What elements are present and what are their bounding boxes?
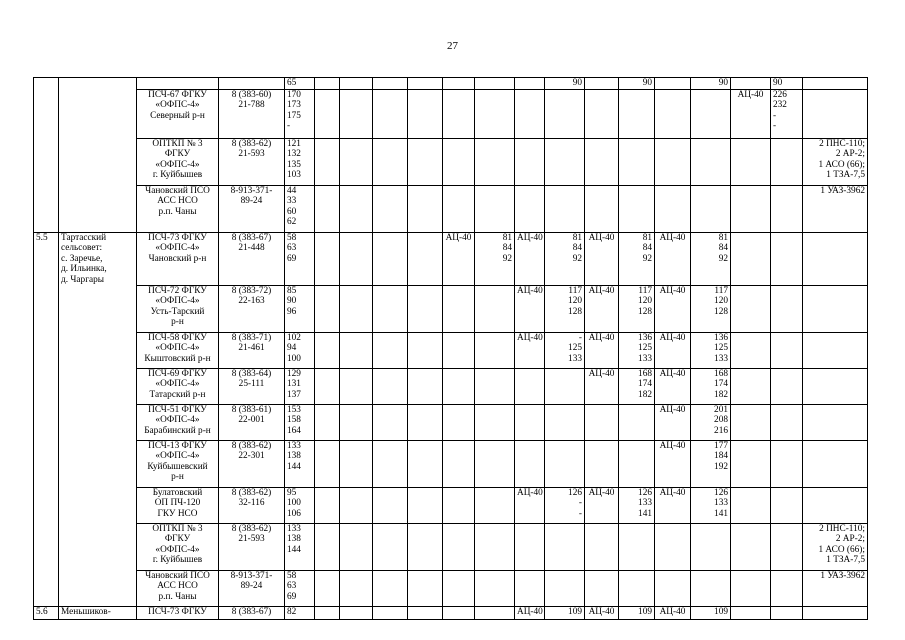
cell-tanker [515, 185, 545, 232]
cell-time-value: 126 - - [545, 487, 585, 523]
cell-tanker [443, 523, 475, 570]
cell-extra-equipment [803, 404, 868, 440]
cell-time-value [619, 404, 655, 440]
cell-number [34, 332, 59, 368]
cell-number [34, 78, 59, 90]
cell-phone: 8 (383-61) 22-001 [219, 404, 285, 440]
cell-time-value: 136 125 133 [691, 332, 731, 368]
table-row [34, 404, 868, 440]
cell-unit: ПСЧ-58 ФГКУ «ОФПС-4» Кыштовский р-н [137, 332, 219, 368]
cell-phone: 8 (383-62) 21-593 [219, 138, 285, 185]
cell-extra-equipment [803, 78, 868, 90]
cell-tanker [731, 487, 771, 523]
cell-locality [59, 285, 137, 332]
cell-tanker: АЦ-40 [655, 232, 691, 285]
cell-time-value [771, 185, 803, 232]
cell-extra-equipment [803, 487, 868, 523]
cell-tanker [443, 368, 475, 404]
cell-locality [59, 570, 137, 606]
cell-tanker: АЦ-40 [655, 368, 691, 404]
cell-empty [340, 570, 373, 606]
cell-time-value [771, 570, 803, 606]
cell-time-value [475, 487, 515, 523]
cell-tanker: АЦ-40 [655, 404, 691, 440]
table-row [34, 89, 868, 138]
cell-time-value [771, 285, 803, 332]
cell-phone: 8 (383-71) 21-461 [219, 332, 285, 368]
cell-number [34, 89, 59, 138]
cell-tanker [731, 78, 771, 90]
cell-empty [373, 89, 408, 138]
cell-time-value [691, 185, 731, 232]
cell-locality [59, 138, 137, 185]
cell-tanker [515, 404, 545, 440]
cell-tanker [731, 138, 771, 185]
cell-unit: ПСЧ-69 ФГКУ «ОФПС-4» Татарский р-н [137, 368, 219, 404]
cell-time-value [475, 404, 515, 440]
cell-empty [373, 523, 408, 570]
cell-time-value: 81 84 92 [475, 232, 515, 285]
cell-phone: 8 (383-60) 21-788 [219, 89, 285, 138]
cell-time-value [545, 138, 585, 185]
cell-time-value: 90 [545, 78, 585, 90]
cell-locality [59, 440, 137, 487]
cell-time-value [475, 332, 515, 368]
cell-tanker: АЦ-40 [515, 332, 545, 368]
cell-empty [315, 232, 340, 285]
cell-empty [408, 332, 443, 368]
cell-time-value [619, 523, 655, 570]
cell-time-value [619, 440, 655, 487]
cell-unit: ОПТКП № 3 ФГКУ «ОФПС-4» г. Куйбышев [137, 523, 219, 570]
cell-empty [340, 332, 373, 368]
cell-time-value [619, 570, 655, 606]
cell-tanker [585, 185, 619, 232]
cell-tanker: АЦ-40 [585, 232, 619, 285]
cell-empty [340, 185, 373, 232]
cell-empty [315, 332, 340, 368]
cell-tanker: АЦ-40 [585, 487, 619, 523]
cell-time-value [771, 138, 803, 185]
cell-tanker [655, 570, 691, 606]
cell-time-value [545, 89, 585, 138]
cell-empty [315, 404, 340, 440]
cell-time-value: 109 [691, 606, 731, 620]
cell-time-value [475, 138, 515, 185]
cell-tanker: АЦ-40 [585, 332, 619, 368]
cell-tanker [585, 523, 619, 570]
cell-number [34, 440, 59, 487]
cell-empty [340, 232, 373, 285]
cell-empty [408, 285, 443, 332]
cell-locality [59, 78, 137, 90]
cell-empty [408, 440, 443, 487]
cell-number [34, 570, 59, 606]
cell-tanker: АЦ-40 [731, 89, 771, 138]
cell-number [34, 368, 59, 404]
cell-time-value [619, 89, 655, 138]
cell-time-value: 177 184 192 [691, 440, 731, 487]
cell-time: 133 138 144 [285, 440, 315, 487]
cell-phone: 8-913-371- 89-24 [219, 185, 285, 232]
cell-time-value [771, 404, 803, 440]
cell-unit: ПСЧ-13 ФГКУ «ОФПС-4» Куйбышевский р-н [137, 440, 219, 487]
cell-unit: ПСЧ-73 ФГКУ «ОФПС-4» Чановский р-н [137, 232, 219, 285]
cell-empty [408, 138, 443, 185]
cell-time-value [475, 285, 515, 332]
table-row [34, 232, 868, 285]
cell-empty [315, 606, 340, 620]
cell-unit: ПСЧ-67 ФГКУ «ОФПС-4» Северный р-н [137, 89, 219, 138]
cell-locality: Меньшиков- [59, 606, 137, 620]
cell-tanker: АЦ-40 [585, 368, 619, 404]
cell-tanker [585, 138, 619, 185]
cell-time: 153 158 164 [285, 404, 315, 440]
cell-locality [59, 404, 137, 440]
cell-tanker [585, 440, 619, 487]
cell-empty [340, 285, 373, 332]
cell-empty [315, 523, 340, 570]
cell-tanker: АЦ-40 [655, 606, 691, 620]
cell-tanker [585, 404, 619, 440]
cell-extra-equipment: 1 УАЗ-3962 [803, 570, 868, 606]
table-row [34, 185, 868, 232]
cell-empty [408, 523, 443, 570]
cell-number: 5.6 [34, 606, 59, 620]
cell-empty [315, 138, 340, 185]
cell-empty [340, 404, 373, 440]
cell-tanker [585, 78, 619, 90]
cell-number [34, 404, 59, 440]
page-number: 27 [447, 40, 458, 52]
cell-tanker [585, 89, 619, 138]
cell-tanker [585, 570, 619, 606]
cell-empty [408, 487, 443, 523]
cell-empty [315, 368, 340, 404]
cell-tanker: АЦ-40 [655, 285, 691, 332]
cell-tanker [443, 78, 475, 90]
cell-empty [373, 606, 408, 620]
cell-tanker [731, 185, 771, 232]
cell-time-value [475, 523, 515, 570]
cell-phone [219, 78, 285, 90]
cell-tanker: АЦ-40 [585, 606, 619, 620]
table-row [34, 332, 868, 368]
cell-empty [408, 368, 443, 404]
cell-time-value [545, 523, 585, 570]
cell-time-value [545, 368, 585, 404]
cell-tanker [443, 404, 475, 440]
cell-tanker [731, 368, 771, 404]
cell-extra-equipment [803, 368, 868, 404]
cell-empty [340, 89, 373, 138]
cell-time-value: 117 120 128 [545, 285, 585, 332]
cell-locality [59, 487, 137, 523]
cell-phone: 8-913-371- 89-24 [219, 570, 285, 606]
cell-empty [315, 440, 340, 487]
cell-empty [373, 185, 408, 232]
cell-unit: ПСЧ-73 ФГКУ [137, 606, 219, 620]
cell-tanker [443, 89, 475, 138]
cell-time-value [475, 368, 515, 404]
cell-empty [340, 138, 373, 185]
table-row [34, 78, 868, 90]
cell-extra-equipment [803, 606, 868, 620]
cell-time: 58 63 69 [285, 232, 315, 285]
table-row [34, 138, 868, 185]
table-row [34, 487, 868, 523]
cell-tanker: АЦ-40 [515, 606, 545, 620]
cell-time-value: 117 120 128 [619, 285, 655, 332]
cell-phone: 8 (383-62) 22-301 [219, 440, 285, 487]
cell-time-value: 90 [771, 78, 803, 90]
cell-tanker: АЦ-40 [515, 232, 545, 285]
cell-time-value: 136 125 133 [619, 332, 655, 368]
cell-time: 85 90 96 [285, 285, 315, 332]
cell-time-value: 117 120 128 [691, 285, 731, 332]
cell-empty [408, 185, 443, 232]
cell-empty [340, 78, 373, 90]
cell-time-value [771, 606, 803, 620]
cell-time: 44 33 60 62 [285, 185, 315, 232]
cell-empty [340, 523, 373, 570]
cell-time-value: 201 208 216 [691, 404, 731, 440]
cell-unit: Чановский ПСО АСС НСО р.п. Чаны [137, 185, 219, 232]
cell-time: 102 94 100 [285, 332, 315, 368]
cell-time-value [545, 440, 585, 487]
cell-time-value: 126 133 141 [619, 487, 655, 523]
table-row [34, 570, 868, 606]
cell-tanker [515, 89, 545, 138]
cell-tanker [443, 487, 475, 523]
cell-empty [373, 232, 408, 285]
cell-tanker: АЦ-40 [655, 487, 691, 523]
cell-time-value [545, 404, 585, 440]
cell-tanker [731, 523, 771, 570]
cell-empty [315, 89, 340, 138]
cell-extra-equipment [803, 332, 868, 368]
cell-tanker: АЦ-40 [515, 285, 545, 332]
cell-time-value [691, 138, 731, 185]
cell-empty [340, 440, 373, 487]
cell-time-value: 109 [619, 606, 655, 620]
cell-phone: 8 (383-67) 21-448 [219, 232, 285, 285]
cell-phone: 8 (383-72) 22-163 [219, 285, 285, 332]
cell-number: 5.5 [34, 232, 59, 285]
cell-tanker [443, 606, 475, 620]
cell-locality [59, 523, 137, 570]
cell-empty [408, 404, 443, 440]
cell-time-value [771, 232, 803, 285]
cell-time-value: 90 [619, 78, 655, 90]
cell-locality [59, 89, 137, 138]
cell-time: 65 [285, 78, 315, 90]
cell-tanker: АЦ-40 [655, 332, 691, 368]
cell-time: 121 132 135 103 [285, 138, 315, 185]
table-row [34, 368, 868, 404]
cell-extra-equipment [803, 285, 868, 332]
cell-time-value [475, 606, 515, 620]
cell-tanker [515, 523, 545, 570]
cell-tanker [443, 570, 475, 606]
cell-empty [373, 404, 408, 440]
cell-time-value [619, 185, 655, 232]
table-body [34, 78, 868, 620]
cell-tanker [443, 440, 475, 487]
cell-phone: 8 (383-62) 21-593 [219, 523, 285, 570]
cell-time-value [475, 185, 515, 232]
cell-tanker [655, 523, 691, 570]
table-row [34, 523, 868, 570]
cell-number [34, 185, 59, 232]
cell-number [34, 523, 59, 570]
cell-empty [408, 78, 443, 90]
cell-unit [137, 78, 219, 90]
cell-tanker [731, 440, 771, 487]
cell-time-value [771, 332, 803, 368]
cell-tanker [443, 285, 475, 332]
cell-tanker [515, 570, 545, 606]
cell-time-value: 226 232 - - [771, 89, 803, 138]
cell-phone: 8 (383-67) [219, 606, 285, 620]
cell-tanker [515, 440, 545, 487]
cell-extra-equipment: 2 ПНС-110; 2 АР-2; 1 АСО (66); 1 ТЗА-7,5 [803, 138, 868, 185]
cell-locality: Тартасский сельсовет: с. Заречье, д. Ильинка, д. Чаргары [59, 232, 137, 285]
cell-empty [408, 89, 443, 138]
cell-tanker [731, 232, 771, 285]
cell-time-value [475, 89, 515, 138]
cell-unit: ПСЧ-51 ФГКУ «ОФПС-4» Барабинский р-н [137, 404, 219, 440]
cell-tanker [515, 138, 545, 185]
cell-tanker [443, 185, 475, 232]
cell-unit: Булатовский ОП ПЧ-120 ГКУ НСО [137, 487, 219, 523]
cell-empty [373, 570, 408, 606]
cell-empty [373, 332, 408, 368]
cell-time: 95 100 106 [285, 487, 315, 523]
cell-time-value: 81 84 92 [691, 232, 731, 285]
cell-time-value [475, 570, 515, 606]
cell-empty [340, 606, 373, 620]
cell-tanker [655, 185, 691, 232]
cell-empty [340, 368, 373, 404]
cell-time-value: 168 174 182 [619, 368, 655, 404]
cell-extra-equipment: 1 УАЗ-3962 [803, 185, 868, 232]
cell-time-value [771, 440, 803, 487]
cell-time: 133 138 144 [285, 523, 315, 570]
cell-extra-equipment [803, 89, 868, 138]
cell-empty [340, 487, 373, 523]
cell-empty [408, 570, 443, 606]
cell-empty [408, 606, 443, 620]
cell-tanker [731, 404, 771, 440]
cell-locality [59, 368, 137, 404]
cell-time: 82 [285, 606, 315, 620]
cell-time-value [475, 440, 515, 487]
cell-time-value: 126 133 141 [691, 487, 731, 523]
cell-time: 129 131 137 [285, 368, 315, 404]
table-row [34, 606, 868, 620]
cell-time-value [475, 78, 515, 90]
cell-time-value [771, 487, 803, 523]
cell-time-value: - 125 133 [545, 332, 585, 368]
cell-time-value [691, 89, 731, 138]
cell-tanker [655, 78, 691, 90]
cell-time-value [619, 138, 655, 185]
cell-time: 58 63 69 [285, 570, 315, 606]
cell-tanker [655, 138, 691, 185]
cell-time-value: 109 [545, 606, 585, 620]
cell-time-value [691, 570, 731, 606]
cell-empty [315, 570, 340, 606]
cell-empty [373, 78, 408, 90]
cell-time-value: 90 [691, 78, 731, 90]
cell-time-value [545, 570, 585, 606]
cell-unit: ПСЧ-72 ФГКУ «ОФПС-4» Усть-Тарский р-н [137, 285, 219, 332]
cell-locality [59, 332, 137, 368]
cell-tanker: АЦ-40 [655, 440, 691, 487]
cell-tanker [515, 78, 545, 90]
cell-tanker [443, 332, 475, 368]
cell-phone: 8 (383-64) 25-111 [219, 368, 285, 404]
cell-time-value [771, 368, 803, 404]
cell-phone: 8 (383-62) 32-116 [219, 487, 285, 523]
table-row [34, 440, 868, 487]
cell-empty [373, 440, 408, 487]
cell-extra-equipment [803, 440, 868, 487]
cell-time-value: 168 174 182 [691, 368, 731, 404]
cell-empty [315, 285, 340, 332]
cell-tanker [731, 570, 771, 606]
cell-time-value: 81 84 92 [545, 232, 585, 285]
cell-time-value: 81 84 92 [619, 232, 655, 285]
fire-response-table [33, 77, 868, 620]
cell-number [34, 285, 59, 332]
cell-time-value [545, 185, 585, 232]
cell-empty [315, 185, 340, 232]
cell-empty [373, 487, 408, 523]
cell-empty [373, 138, 408, 185]
cell-tanker: АЦ-40 [585, 285, 619, 332]
cell-number [34, 138, 59, 185]
cell-extra-equipment [803, 232, 868, 285]
table-row [34, 285, 868, 332]
cell-tanker [731, 332, 771, 368]
cell-tanker: АЦ-40 [515, 487, 545, 523]
cell-unit: Чановский ПСО АСС НСО р.п. Чаны [137, 570, 219, 606]
cell-number [34, 487, 59, 523]
cell-extra-equipment: 2 ПНС-110; 2 АР-2; 1 АСО (66); 1 ТЗА-7,5 [803, 523, 868, 570]
cell-tanker [655, 89, 691, 138]
cell-empty [315, 78, 340, 90]
cell-tanker [443, 138, 475, 185]
cell-tanker [515, 368, 545, 404]
cell-time-value [691, 523, 731, 570]
cell-tanker: АЦ-40 [443, 232, 475, 285]
cell-empty [373, 285, 408, 332]
cell-empty [373, 368, 408, 404]
cell-locality [59, 185, 137, 232]
cell-tanker [731, 285, 771, 332]
cell-time-value [771, 523, 803, 570]
cell-tanker [731, 606, 771, 620]
cell-unit: ОПТКП № 3 ФГКУ «ОФПС-4» г. Куйбышев [137, 138, 219, 185]
cell-empty [408, 232, 443, 285]
cell-empty [315, 487, 340, 523]
cell-time: 170 173 175 - [285, 89, 315, 138]
